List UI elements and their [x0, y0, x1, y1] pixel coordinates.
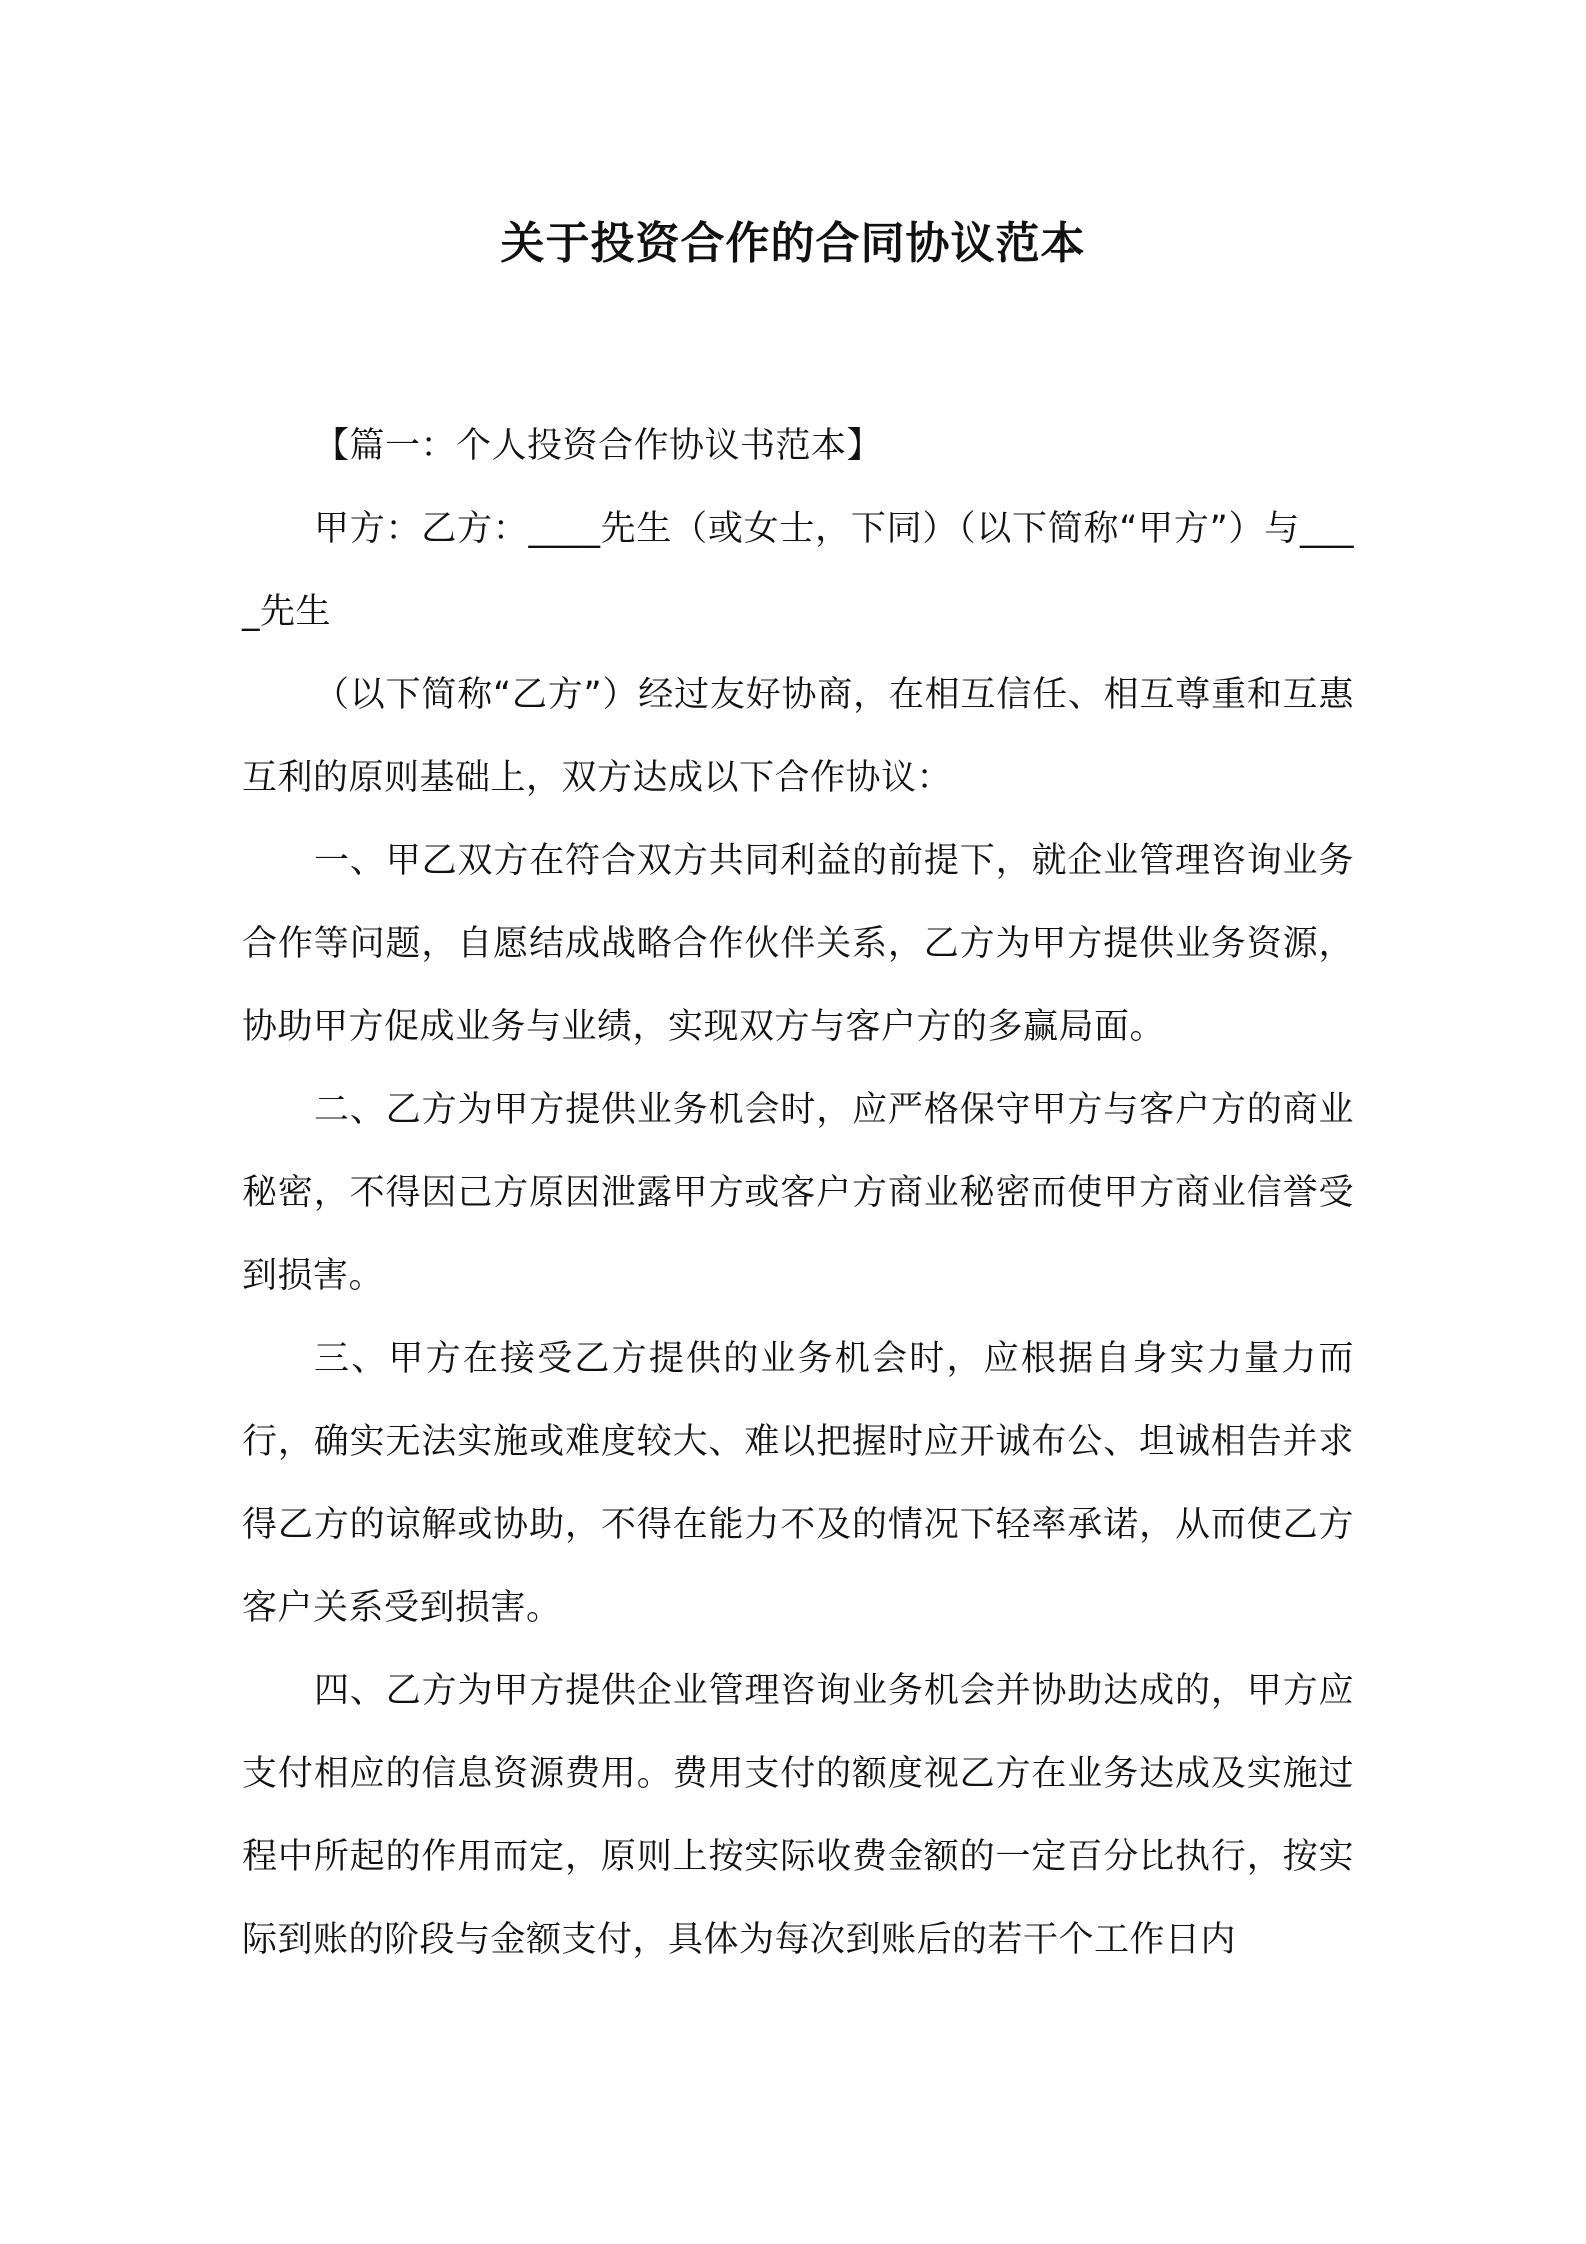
paragraph-clause-1: 一、甲乙双方在符合双方共同利益的前提下，就企业管理咨询业务合作等问题，自愿结成战略合作伙伴关系，乙方为甲方提供业务资源，协助甲方促成业务与业绩，实现双方与客户方的多赢局面。	[242, 841, 1354, 1047]
paragraph-parties: 甲方：乙方：____先生（或女士，下同）（以下简称“甲方”）与____先生	[242, 509, 1354, 632]
document-body	[242, 405, 1354, 1982]
document-title: 关于投资合作的合同协议范本	[500, 218, 1086, 269]
paragraph-clause-4: 四、乙方为甲方提供企业管理咨询业务机会并协助达成的，甲方应支付相应的信息资源费用。费用支付的额度视乙方在业务达成及实施过程中所起的作用而定，原则上按实际收费金额的一定百分比执行，按实际到账的阶段与金额支付，具体为每次到账后的若干个工作日内	[242, 1671, 1354, 1960]
paragraph-clause-3: 三、甲方在接受乙方提供的业务机会时，应根据自身实力量力而行，确实无法实施或难度较大、难以把握时应开诚布公、坦诚相告并求得乙方的谅解或协助，不得在能力不及的情况下轻率承诺，从而使乙方客户关系受到损害。	[242, 1339, 1354, 1628]
section-heading: 【篇一：个人投资合作协议书范本】	[314, 426, 883, 466]
paragraph-clause-2: 二、乙方为甲方提供业务机会时，应严格保守甲方与客户方的商业秘密，不得因己方原因泄露甲方或客户方商业秘密而使甲方商业信誉受到损害。	[242, 1090, 1354, 1296]
paragraph-intro: （以下简称“乙方”）经过友好协商，在相互信任、相互尊重和互惠互利的原则基础上，双方达成以下合作协议：	[242, 675, 1354, 798]
